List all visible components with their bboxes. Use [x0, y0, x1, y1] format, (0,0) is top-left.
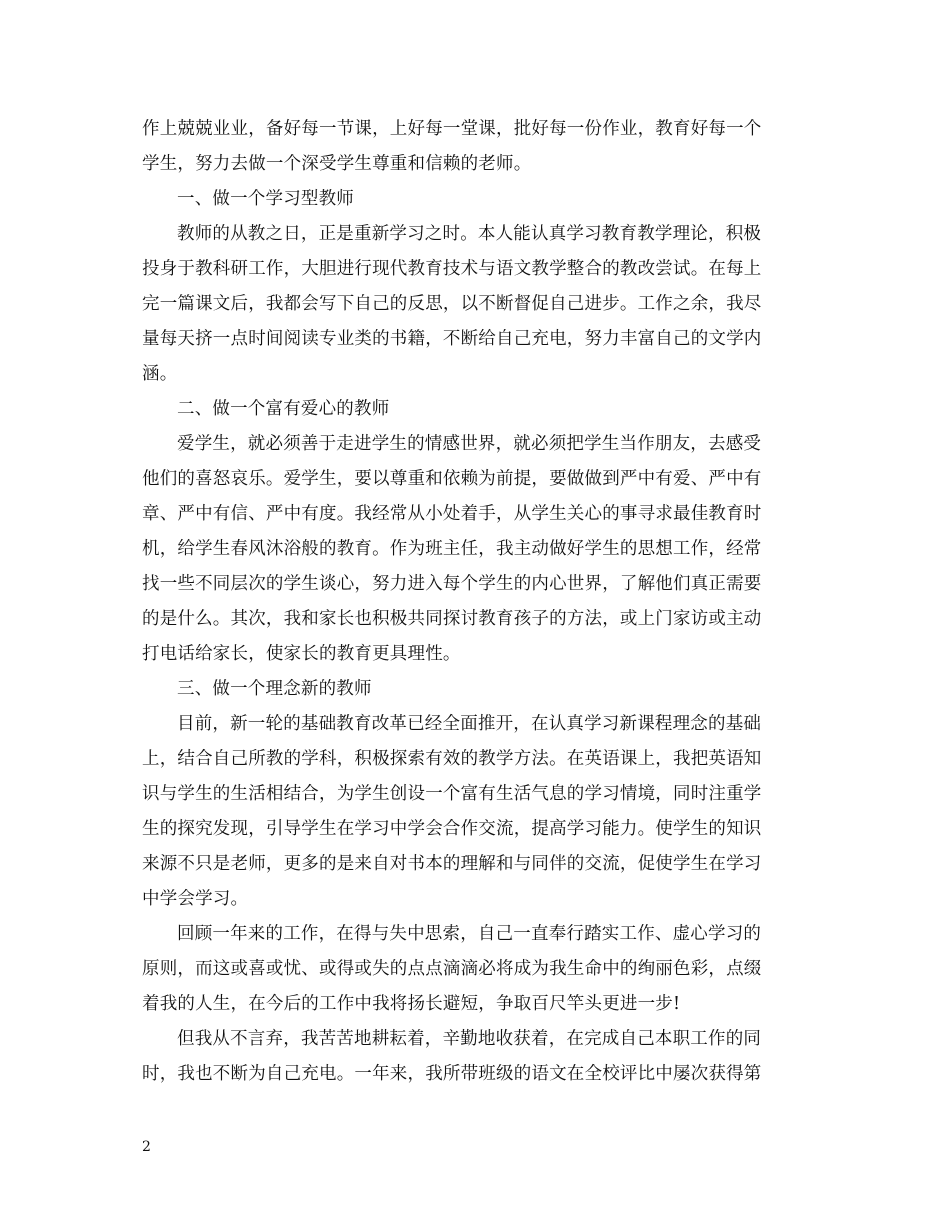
text-line: 机，给学生春风沐浴般的教育。作为班主任，我主动做好学生的思想工作，经常: [142, 539, 762, 559]
paragraph: [142, 182, 810, 217]
paragraph: [142, 917, 810, 1022]
text-line: 回顾一年来的工作，在得与失中思索，自己一直奉行踏实工作、虚心学习的: [177, 924, 762, 944]
text-line: 教师的从教之日，正是重新学习之时。本人能认真学习教育教学理论，积极: [177, 224, 762, 244]
text-line: 中学会学习。: [142, 889, 249, 909]
paragraph: [142, 217, 810, 392]
text-line: 识与学生的生活相结合，为学生创设一个富有生活气息的学习情境，同时注重学: [142, 784, 762, 804]
text-line: 学生，努力去做一个深受学生尊重和信赖的老师。: [142, 154, 532, 174]
text-line: 二、做一个富有爱心的教师: [177, 399, 390, 419]
text-line: 投身于教科研工作，大胆进行现代教育技术与语文教学整合的教改尝试。在每上: [142, 259, 762, 279]
paragraph: [142, 672, 810, 707]
text-line: 他们的喜怒哀乐。爱学生，要以尊重和依赖为前提，要做做到严中有爱、严中有: [142, 469, 762, 489]
text-line: 爱学生，就必须善于走进学生的情感世界，就必须把学生当作朋友，去感受: [177, 434, 762, 454]
paragraph: [142, 1022, 810, 1092]
text-line: 生的探究发现，引导学生在学习中学会合作交流，提高学习能力。使学生的知识: [142, 819, 762, 839]
text-line: 找一些不同层次的学生谈心，努力进入每个学生的内心世界，了解他们真正需要: [142, 574, 762, 594]
text-line: 来源不只是老师，更多的是来自对书本的理解和与同伴的交流，促使学生在学习: [142, 854, 762, 874]
text-line: 三、做一个理念新的教师: [177, 679, 372, 699]
text-line: 作上兢兢业业，备好每一节课，上好每一堂课，批好每一份作业，教育好每一个: [142, 119, 762, 139]
text-line: 量每天挤一点时间阅读专业类的书籍，不断给自己充电，努力丰富自己的文学内: [142, 329, 762, 349]
paragraph: [142, 392, 810, 427]
text-line: 着我的人生，在今后的工作中我将扬长避短，争取百尺竿头更进一步!: [142, 994, 681, 1014]
text-line: 打电话给家长，使家长的教育更具理性。: [142, 644, 461, 664]
paragraph: [142, 427, 810, 672]
document-body: [142, 112, 810, 1092]
text-line: 涵。: [142, 364, 178, 384]
text-line: 章、严中有信、严中有度。我经常从小处着手，从学生关心的事寻求最佳教育时: [142, 504, 762, 524]
text-line: 上，结合自己所教的学科，积极探索有效的教学方法。在英语课上，我把英语知: [142, 749, 762, 769]
text-line: 完一篇课文后，我都会写下自己的反思，以不断督促自己进步。工作之余，我尽: [142, 294, 762, 314]
paragraph: [142, 707, 810, 917]
text-line: 的是什么。其次，我和家长也积极共同探讨教育孩子的方法，或上门家访或主动: [142, 609, 762, 629]
text-line: 但我从不言弃，我苦苦地耕耘着，辛勤地收获着，在完成自己本职工作的同: [177, 1029, 762, 1049]
page-number: 2: [142, 1139, 151, 1155]
text-line: 目前，新一轮的基础教育改革已经全面推开，在认真学习新课程理念的基础: [177, 714, 762, 734]
paragraph: [142, 112, 810, 182]
text-line: 原则，而这或喜或忧、或得或失的点点滴滴必将成为我生命中的绚丽色彩，点缀: [142, 959, 762, 979]
text-line: 时，我也不断为自己充电。一年来，我所带班级的语文在全校评比中屡次获得第: [142, 1064, 762, 1084]
text-line: 一、做一个学习型教师: [177, 189, 354, 209]
